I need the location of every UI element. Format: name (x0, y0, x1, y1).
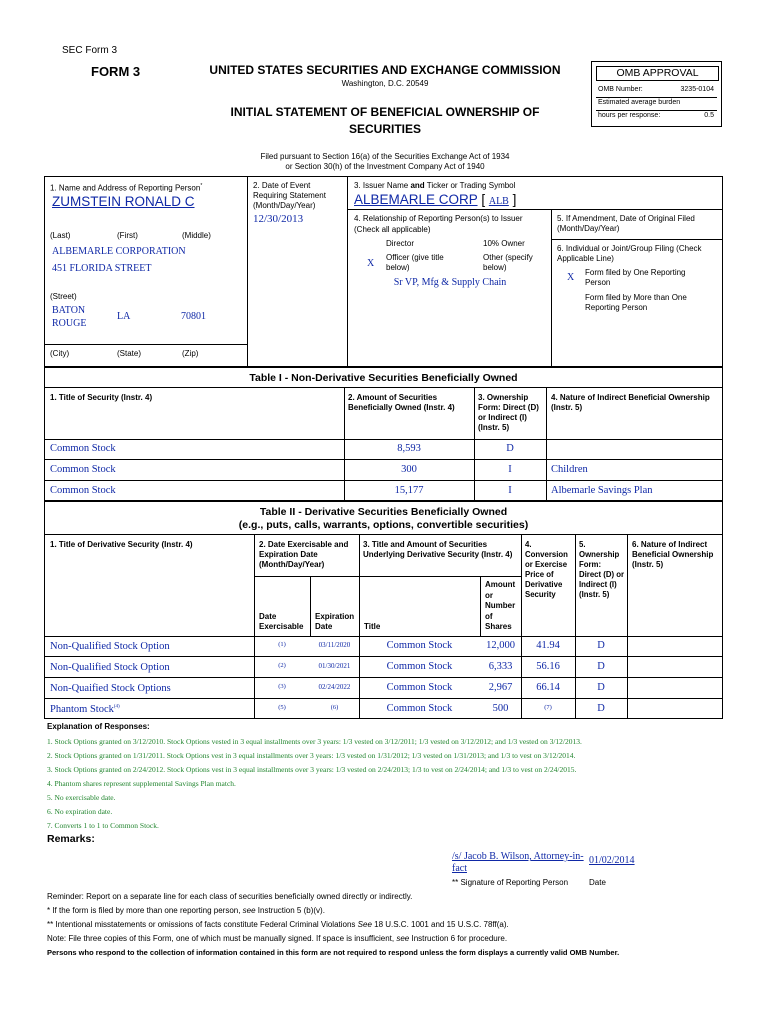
reminder-text: Reminder: Report on a separate line for each class of securities beneficially owned directly or indirectly. (47, 892, 413, 901)
filing-label: 6. Individual or Joint/Group Filing (Check Applicable Line) (557, 244, 702, 263)
table1-h2: 2. Amount of Securities Beneficially Owned (Instr. 4) (348, 393, 455, 412)
t2-security: Common Stock (386, 682, 453, 693)
first-label: (First) (117, 231, 138, 240)
note-3: 3. Stock Options granted on 2/24/2012. Stock Options vest in 3 equal installments over 3 years: 1/3 vested on 2/24/2013; 1/3 to vest on 2/24/2014; and 1/3 to vest on 2/24/2015. (47, 765, 577, 774)
table2-sub-date-ex: Date Exercisable (259, 612, 304, 631)
t1-form: D (506, 443, 514, 454)
address-line-1: ALBEMARLE CORPORATION (52, 246, 186, 257)
table2-title-1: Table II - Derivative Securities Beneficially Owned (259, 506, 508, 518)
commission-title: UNITED STATES SECURITIES AND EXCHANGE COMMISSION (209, 63, 561, 77)
event-date-label: 2. Date of Event Requiring Statement (Month/Day/Year) (253, 181, 326, 210)
table-row (44, 699, 723, 720)
omb-hours: 0.5 (704, 112, 714, 119)
t2-security: Common Stock (386, 703, 453, 714)
t2-form: D (597, 703, 605, 714)
signature-label: ** Signature of Reporting Person (452, 878, 569, 887)
filing-one-label: Form filed by One Reporting Person (585, 268, 686, 287)
t2-form: D (597, 640, 605, 651)
table2-sub-amount: Amount or Number of Shares (485, 580, 516, 631)
address-line-2: 451 FLORIDA STREET (52, 263, 152, 274)
t2-price: 41.94 (536, 640, 560, 651)
relationship-label: 4. Relationship of Reporting Person(s) to Issuer (354, 214, 523, 223)
table2-h2: 2. Date Exercisable and Expiration Date (Month/Day/Year) (259, 540, 349, 569)
t2-amount: 12,000 (486, 640, 515, 651)
omb-approval-box (591, 61, 722, 127)
footnote-2: ** Intentional misstatements or omissions of facts constitute Federal Criminal Violations See 18 U.S.C. 1001 and 15 U.S.C. 78ff(a). (47, 920, 509, 929)
officer-check[interactable]: X (367, 258, 375, 269)
t2-date-ex: (2) (278, 662, 286, 669)
street-label: (Street) (50, 292, 77, 301)
t2-price: 56.16 (536, 661, 560, 672)
note-4: 4. Phantom shares represent supplemental Savings Plan match. (47, 779, 236, 788)
zip-label: (Zip) (182, 349, 199, 358)
omb-burden-label: Estimated average burden (598, 99, 681, 106)
state-value: LA (117, 311, 131, 322)
date-label: Date (589, 878, 606, 887)
t2-title: Phantom Stock$^{(4)}$ (50, 704, 120, 715)
footnote-1: * If the form is filed by more than one reporting person, see Instruction 5 (b)(v). (47, 906, 325, 915)
t1-nature: Albemarle Savings Plan (551, 485, 653, 496)
city-line: Washington, D.C. 20549 (341, 79, 429, 88)
t1-amount: 8,593 (397, 443, 421, 454)
table2-h3: 3. Title and Amount of Securities Underlying Derivative Security (Instr. 4) (363, 540, 513, 559)
t2-title: Non-Qualified Stock Option (50, 662, 170, 673)
table2-h1: 1. Title of Derivative Security (Instr. 4) (50, 540, 193, 549)
table-row (44, 678, 723, 699)
reporting-person-mark: * (200, 183, 203, 189)
footnote-3: Note: File three copies of this Form, one of which must be manually signed. If space is insufficient, see Instruction 6 for procedure. (47, 934, 508, 943)
omb-title: OMB APPROVAL (596, 66, 719, 81)
form-title: FORM 3 (91, 64, 141, 79)
t2-exp: 02/24/2022 (318, 683, 351, 691)
t2-amount: 500 (492, 703, 509, 714)
state-label: (State) (117, 349, 142, 358)
t2-date-ex: (3) (278, 683, 286, 690)
director-label: Director (386, 239, 415, 248)
t1-form: I (508, 485, 512, 496)
last-label: (Last) (50, 231, 71, 240)
table1-h1: 1. Title of Security (Instr. 4) (50, 393, 153, 402)
t1-title: Common Stock (50, 464, 116, 475)
issuer-ticker[interactable]: ALB (488, 196, 509, 207)
t2-form: D (597, 682, 605, 693)
t2-exp: 03/11/2020 (318, 641, 351, 649)
omb-hours-label: hours per response: (598, 112, 661, 119)
t2-exp: (6) (330, 704, 339, 711)
note-7: 7. Converts 1 to 1 to Common Stock. (47, 821, 159, 830)
owner-label: 10% Owner (483, 239, 525, 248)
t1-amount: 15,177 (394, 485, 424, 496)
table2-h6: 6. Nature of Indirect Beneficial Ownership (Instr. 5) (632, 540, 714, 569)
t1-nature: Children (551, 464, 588, 475)
note-5: 5. No exercisable date. (47, 793, 116, 802)
t2-date-ex: (1) (278, 641, 286, 648)
omb-number-label: OMB Number: (598, 86, 643, 93)
t2-form: D (597, 661, 605, 672)
issuer-label: 3. Issuer Name and Ticker or Trading Symbol (354, 181, 516, 190)
table2-sub-title: Title (364, 622, 381, 631)
table2-sub-exp: Expiration Date (315, 612, 355, 631)
t2-amount: 2,967 (488, 682, 513, 693)
filing-more-label: Form filed by More than One Reporting Person (585, 293, 687, 312)
officer-label: Officer (give title below) (386, 253, 444, 272)
table1-h3: 3. Ownership Form: Direct (D) or Indirect (I) (Instr. 5) (478, 393, 539, 432)
signature-date: 01/02/2014 (589, 855, 635, 866)
t2-price: (7) (544, 704, 552, 711)
table-row (44, 481, 723, 502)
table2-title-2: (e.g., puts, calls, warrants, options, convertible securities) (238, 519, 529, 531)
issuer-name[interactable]: ALBEMARLE CORP (354, 192, 478, 207)
amendment-label: 5. If Amendment, Date of Original Filed (Month/Day/Year) (557, 214, 695, 233)
t1-title: Common Stock (50, 485, 116, 496)
relationship-sub: (Check all applicable) (354, 225, 431, 234)
other-label: Other (specify below) (483, 253, 533, 272)
sec-form-label: SEC Form 3 (62, 45, 118, 56)
reporting-person-name[interactable]: ZUMSTEIN RONALD C (52, 194, 195, 209)
zip-value: 70801 (181, 311, 206, 322)
reporting-person-label: 1. Name and Address of Reporting Person (50, 183, 201, 193)
t1-amount: 300 (401, 464, 417, 475)
table-row (44, 657, 723, 678)
table1-body (44, 439, 723, 502)
issuer-line: ALBEMARLE CORP [ ALB ] (354, 192, 517, 207)
table2-body (44, 636, 723, 720)
table-row (44, 460, 723, 481)
t2-price: 66.14 (536, 682, 560, 693)
t2-title: Non-Quaified Stock Options (50, 683, 171, 694)
filed-line-2: or Section 30(h) of the Investment Company Act of 1940 (285, 162, 485, 171)
city-label: (City) (50, 349, 70, 358)
middle-label: (Middle) (182, 231, 211, 240)
table-row (44, 439, 723, 460)
t1-form: I (508, 464, 512, 475)
table1-h4: 4. Nature of Indirect Beneficial Ownership (Instr. 5) (551, 393, 710, 412)
t2-title: Non-Qualified Stock Option (50, 641, 170, 652)
city-value: BATON ROUGE (52, 305, 87, 329)
filed-line-1: Filed pursuant to Section 16(a) of the Securities Exchange Act of 1934 (260, 152, 510, 161)
explanation-title: Explanation of Responses: (47, 722, 150, 731)
note-6: 6. No expiration date. (47, 807, 113, 816)
table-row (44, 636, 723, 657)
footnote-4: Persons who respond to the collection of information contained in this form are not required to respond unless the form displays a currently valid OMB Number. (47, 948, 620, 957)
statement-title: INITIAL STATEMENT OF BENEFICIAL OWNERSHIP OF SECURITIES (230, 105, 540, 136)
table2-h5: 5. Ownership Form: Direct (D) or Indirect (I) (Instr. 5) (579, 540, 625, 599)
remarks-title: Remarks: (47, 833, 95, 845)
t2-security: Common Stock (386, 661, 453, 672)
t1-title: Common Stock (50, 443, 116, 454)
t2-date-ex: (5) (278, 704, 286, 711)
signature-name: /s/ Jacob B. Wilson, Attorney-in-fact (452, 851, 584, 874)
t2-amount: 6,333 (488, 661, 513, 672)
note-2: 2. Stock Options granted on 1/31/2011. Stock Options vest in 3 equal installments over 3 years: 1/3 vested on 1/31/2012; 1/3 vested on 1/31/2013; and 1/3 to vest on 3/12/2014. (47, 751, 576, 760)
table2-h4: 4. Conversion or Exercise Price of Derivative Security (525, 540, 568, 599)
t2-security: Common Stock (386, 640, 453, 651)
omb-number: 3235-0104 (680, 86, 714, 93)
note-1: 1. Stock Options granted on 3/12/2010. Stock Options vested in 3 equal installments over 3 years: 1/3 vested on 3/12/2011; 1/3 vested on 3/12/2012; and 1/3 vested on 3/12/2013. (47, 737, 582, 746)
event-date: 12/30/2013 (253, 213, 304, 225)
filing-check[interactable]: X (567, 272, 575, 283)
officer-title: Sr VP, Mfg & Supply Chain (393, 277, 507, 288)
t2-exp: 01/30/2021 (318, 662, 351, 670)
table1-title: Table I - Non-Derivative Securities Beneficially Owned (249, 372, 518, 384)
